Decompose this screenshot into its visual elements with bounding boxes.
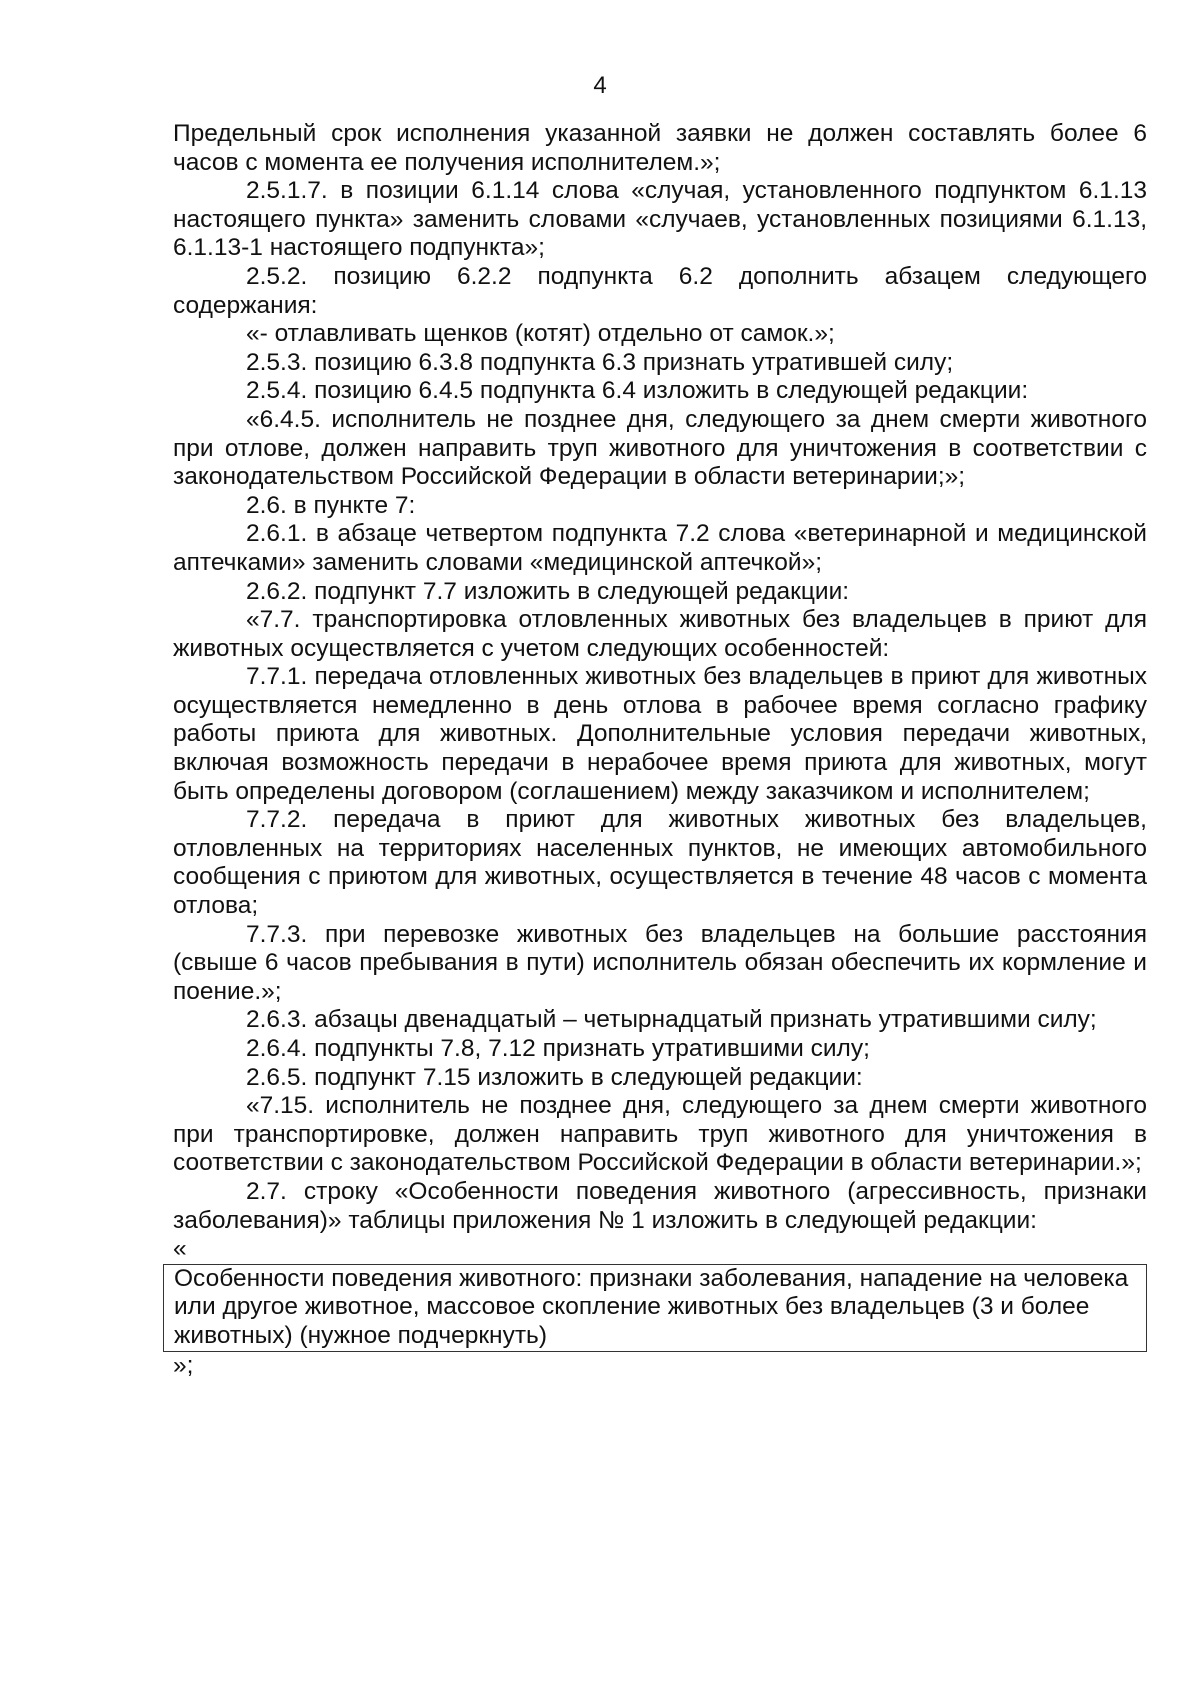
paragraph: 2.6.2. подпункт 7.7 изложить в следующей редакции: [246, 577, 850, 605]
paragraph: 2.6. в пункте 7: [246, 491, 416, 519]
document-body [173, 120, 1147, 1380]
paragraph: 2.6.4. подпункты 7.8, 7.12 признать утратившими силу; [246, 1035, 870, 1062]
closing-quote: »; [173, 1351, 194, 1379]
paragraph: 2.6.5. подпункт 7.15 изложить в следующей редакции: [246, 1063, 863, 1091]
paragraph: «7.7. транспортировка отловленных животных без владельцев в приют для животных осуществляется с учетом следующих особенностей: [173, 606, 1147, 662]
table-row-text: Особенности поведения животного: признаки заболевания, нападение на человека или другое животное, массовое скопление животных без владельцев (3 и более животных) (нужное подчеркнуть) [174, 1264, 1129, 1349]
paragraph: 2.6.1. в абзаце четвертом подпункта 7.2 слова «ветеринарной и медицинской аптечками» заменить словами «медицинской аптечкой»; [173, 520, 1147, 576]
page-number: 4 [593, 72, 607, 99]
paragraph: 7.7.2. передача в приют для животных животных без владельцев, отловленных на территориях населенных пунктов, не имеющих автомобильного сообщения с приютом для животных, осуществляется в течение 48 часов с момента отлова; [173, 806, 1147, 920]
table-row-box [163, 1264, 1147, 1352]
paragraph: 2.5.2. позицию 6.2.2 подпункта 6.2 дополнить абзацем следующего содержания: [173, 262, 1147, 319]
paragraph: 2.7. строку «Особенности поведения животного (агрессивность, признаки заболевания)» таблицы приложения № 1 изложить в следующей редакции: [173, 1177, 1147, 1234]
paragraph: «7.15. исполнитель не позднее дня, следующего за днем смерти животного при транспортировке, должен направить труп животного для уничтожения в соответствии с законодательством Российской Федерации в области ветеринарии.»; [173, 1092, 1147, 1177]
paragraph: 7.7.3. при перевозке животных без владельцев на большие расстояния (свыше 6 часов пребывания в пути) исполнитель обязан обеспечить их кормление и поение.»; [173, 920, 1147, 1005]
paragraph: 2.5.3. позицию 6.3.8 подпункта 6.3 признать утратившей силу; [246, 348, 954, 376]
paragraph: 2.6.3. абзацы двенадцатый – четырнадцатый признать утратившими силу; [246, 1006, 1097, 1034]
paragraph: «6.4.5. исполнитель не позднее дня, следующего за днем смерти животного при отлове, должен направить труп животного для уничтожения в соответствии с законодательством Российской Федерации в области ветеринарии;»; [173, 405, 1147, 491]
paragraph: «- отлавливать щенков (котят) отдельно от самок.»; [246, 320, 835, 348]
paragraph: 7.7.1. передача отловленных животных без владельцев в приют для животных осуществляется немедленно в день отлова в рабочее время согласно графику работы приюта для животных. Дополнительные условия передачи животных, включая возможность передачи в нерабочее время приюта для животных, могут быть определены договором (соглашением) между заказчиком и исполнителем; [173, 663, 1147, 805]
paragraph: Предельный срок исполнения указанной заявки не должен составлять более 6 часов с момента ее получения исполнителем.»; [173, 120, 1147, 176]
opening-quote: « [173, 1235, 187, 1263]
paragraph: 2.5.4. позицию 6.4.5 подпункта 6.4 изложить в следующей редакции: [246, 377, 1029, 405]
paragraph: 2.5.1.7. в позиции 6.1.14 слова «случая, установленного подпунктом 6.1.13 настоящего пункта» заменить словами «случаев, установленных позициями 6.1.13, 6.1.13-1 настоящего подпункта»; [173, 177, 1147, 262]
